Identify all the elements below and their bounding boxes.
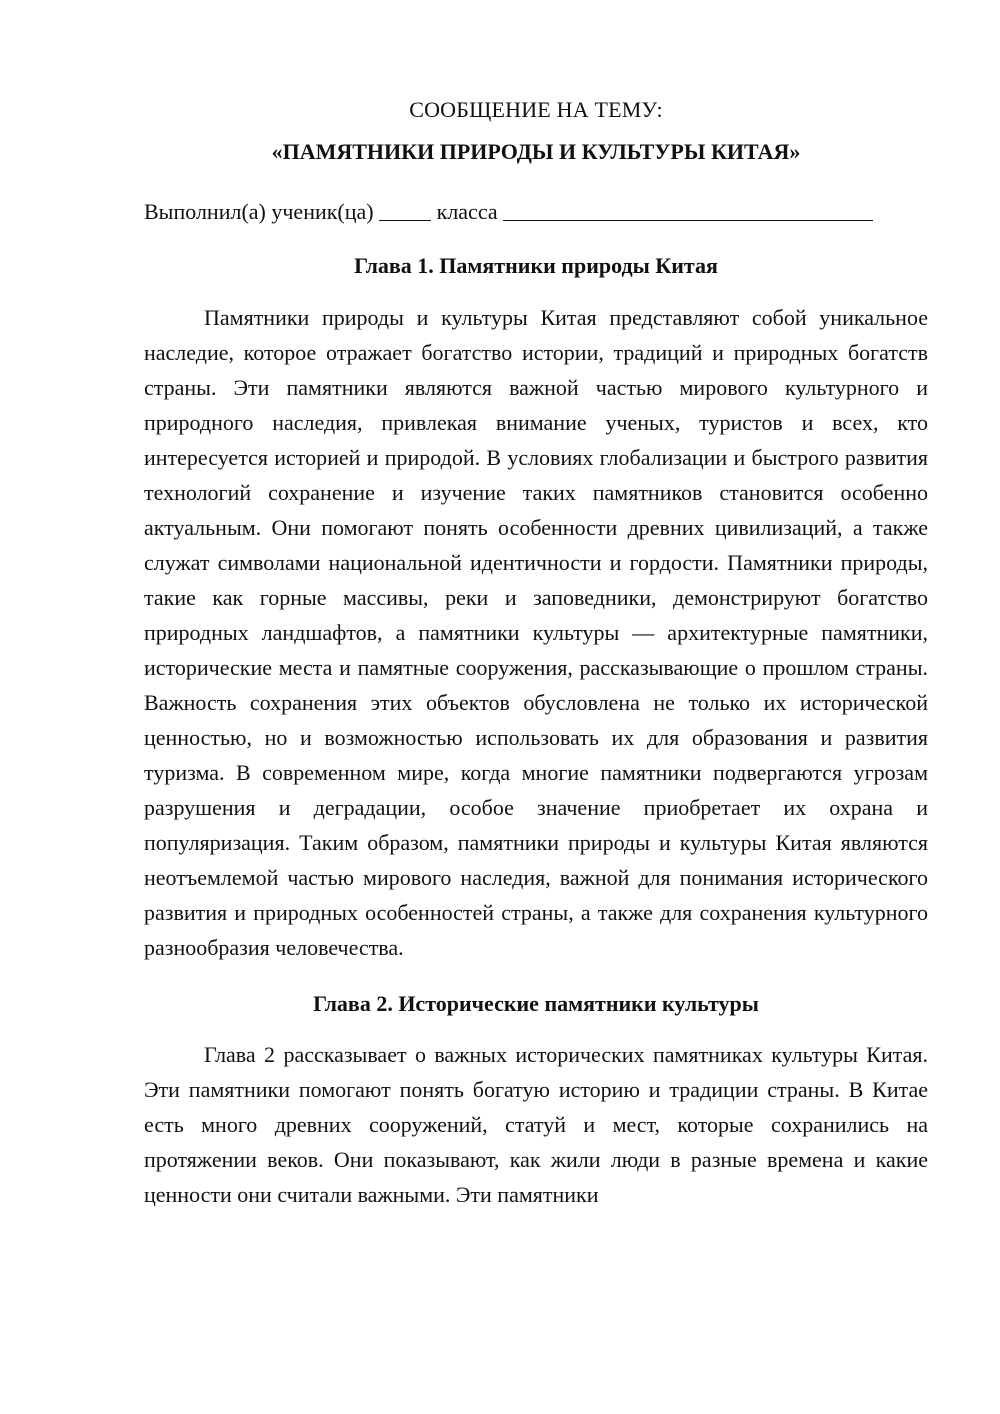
- author-prefix: Выполнил(а) ученик(ца): [144, 199, 374, 224]
- class-label: класса: [436, 199, 498, 224]
- class-number-blank: [379, 196, 431, 221]
- chapter-1-heading: Глава 1. Памятники природы Китая: [354, 253, 718, 278]
- document-title-subject: «ПАМЯТНИКИ ПРИРОДЫ И КУЛЬТУРЫ КИТАЯ»: [271, 139, 801, 164]
- document-page: [144, 92, 928, 1212]
- chapter-1-paragraph: Памятники природы и культуры Китая представляют собой уникальное наследие, которое отражает богатство истории, традиций и природных богатств страны. Эти памятники являются важной частью мирового культурного и природного наследия, привлекая внимание ученых, туристов и всех, кто интересуется историей и природой. В условиях глобализации и быстрого развития технологий сохранение и изучение таких памятников становится особенно актуальным. Они помогают понять особенности древних цивилизаций, а также служат символами национальной идентичности и гордости. Памятники природы, такие как горные массивы, реки и заповедники, демонстрируют богатство природных ландшафтов, а памятники культуры — архитектурные памятники, исторические места и памятные сооружения, рассказывающие о прошлом страны. Важность сохранения этих объектов обусловлена не только их исторической ценностью, но и возможностью использовать их для образования и развития туризма. В современном мире, когда многие памятники подвергаются угрозам разрушения и деградации, особое значение приобретает их охрана и популяризация. Таким образом, памятники природы и культуры Китая являются неотъемлемой частью мирового наследия, важной для понимания исторического развития и природных особенностей страны, а также для сохранения культурного разнообразия человечества.: [144, 305, 928, 960]
- chapter-2-heading: Глава 2. Исторические памятники культуры: [313, 991, 759, 1016]
- document-title-topic: СООБЩЕНИЕ НА ТЕМУ:: [409, 97, 663, 122]
- author-line: [144, 194, 928, 229]
- student-name-blank: [503, 196, 873, 221]
- chapter-2-paragraph: Глава 2 рассказывает о важных исторических памятниках культуры Китая. Эти памятники помогают понять богатую историю и традиции страны. В Китае есть много древних сооружений, статуй и мест, которые сохранились на протяжении веков. Они показывают, как жили люди в разные времена и какие ценности они считали важными. Эти памятники: [144, 1042, 928, 1207]
